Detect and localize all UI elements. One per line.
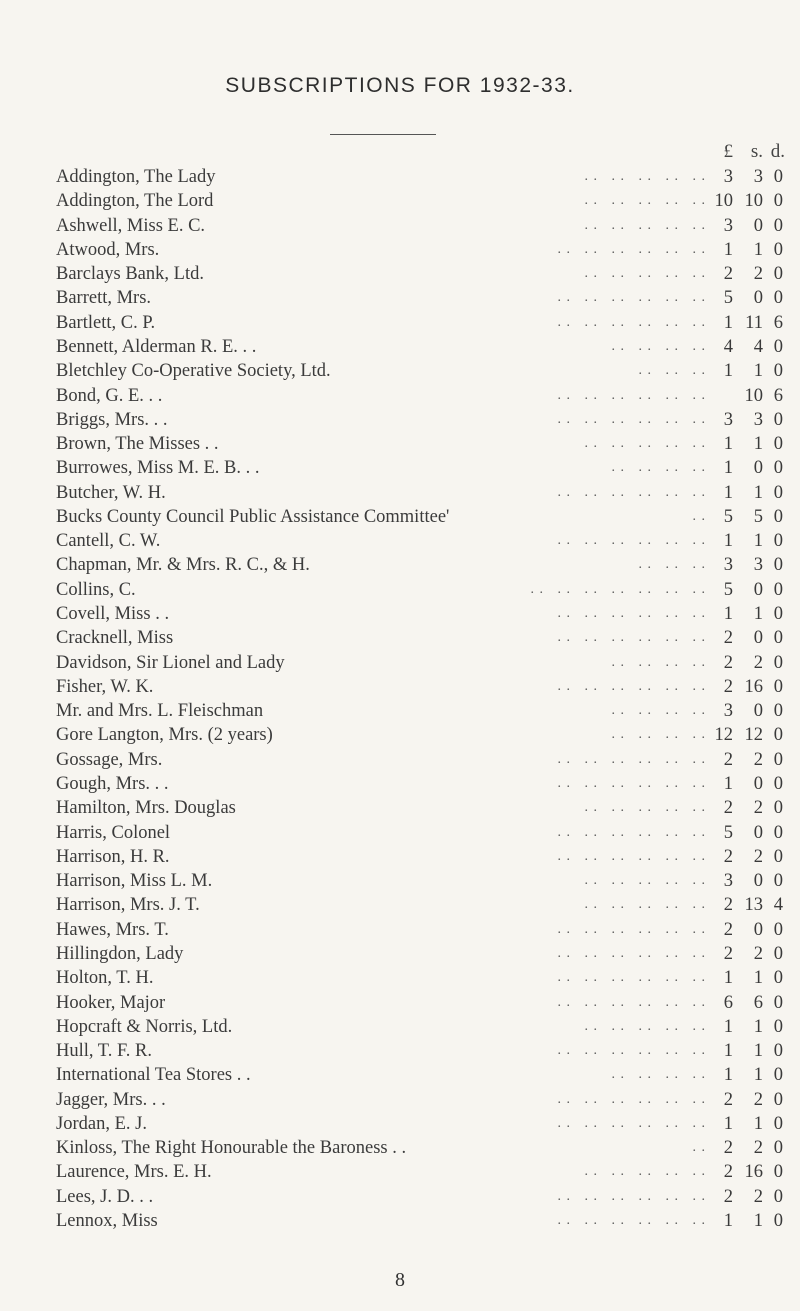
pounds-value: 2 (723, 676, 733, 697)
leader-dots: . . . . . . . . . . . . . . (530, 581, 706, 597)
leader-dots: . . . . . . . . (611, 338, 706, 354)
pounds-value: 1 (723, 312, 733, 333)
shillings-value: 0 (753, 215, 763, 236)
pence-value: 0 (773, 822, 783, 843)
shillings-value: 13 (744, 895, 763, 916)
subscriber-name: Bucks County Council Public Assistance Committee' (56, 506, 450, 527)
leader-dots: . . . . . . . . (611, 1067, 706, 1083)
table-row (0, 1185, 800, 1209)
subscriber-name: Fisher, W. K. (56, 676, 154, 697)
pounds-value: 1 (723, 434, 733, 455)
shillings-value: 10 (744, 191, 763, 212)
leader-dots: . . . . . . . . . . . . (557, 387, 706, 403)
leader-dots: . . . . . . . . . . . . (557, 994, 706, 1010)
shillings-value: 3 (753, 409, 763, 430)
shillings-value: 2 (753, 264, 763, 285)
shillings-value: 2 (753, 1089, 763, 1110)
pence-value: 0 (773, 774, 783, 794)
shillings-value: 10 (744, 385, 763, 406)
pence-value: 0 (773, 1186, 783, 1207)
pence-column-header: d. (770, 141, 785, 162)
pence-value: 0 (773, 701, 783, 722)
table-row (0, 1088, 800, 1112)
shillings-value: 1 (753, 1016, 763, 1037)
subscriber-name: Barclays Bank, Ltd. (56, 264, 204, 285)
subscriber-name: Gossage, Mrs. (56, 749, 163, 770)
table-row (0, 432, 800, 456)
page-number: 8 (395, 1269, 405, 1291)
table-row (0, 796, 800, 820)
table-row (0, 699, 800, 723)
table-row (0, 748, 800, 772)
subscriber-name: Hooker, Major (56, 992, 166, 1013)
subscriber-name: Atwood, Mrs. (56, 239, 160, 260)
leader-dots: . . . . . . . . . . . . (557, 776, 706, 791)
pounds-value: 12 (714, 725, 733, 746)
pounds-value: 1 (723, 1016, 733, 1037)
pounds-value: 3 (723, 871, 733, 892)
table-row (0, 408, 800, 432)
subscriber-name: Lennox, Miss (56, 1211, 158, 1232)
leader-dots: . . . . . . . . . . . . (557, 945, 706, 961)
pence-value: 0 (773, 604, 783, 625)
leader-dots: . . . . . . . . (611, 460, 706, 476)
pounds-value: 2 (723, 628, 733, 649)
leader-dots: . . . . . . . . . . (584, 193, 706, 209)
pence-value: 0 (773, 943, 783, 964)
leader-dots: . . . . . . . . . . . . (557, 970, 706, 986)
table-row (0, 1112, 800, 1136)
pounds-value: 1 (723, 604, 733, 625)
table-row (0, 1209, 800, 1233)
table-row (0, 214, 800, 238)
subscriber-name: Burrowes, Miss M. E. B. . . (56, 458, 260, 479)
shillings-value: 5 (753, 506, 763, 527)
table-row (0, 942, 800, 966)
subscriber-name: Gough, Mrs. . . (56, 774, 169, 794)
shillings-value: 16 (744, 676, 763, 697)
table-row (0, 1015, 800, 1039)
shillings-value: 0 (753, 579, 763, 600)
subscriber-name: Cantell, C. W. (56, 531, 161, 552)
subscriber-name: Cracknell, Miss (56, 628, 174, 649)
leader-dots: . . . . . . . . . . (584, 217, 706, 233)
subscriber-name: Bartlett, C. P. (56, 312, 156, 333)
leader-dots: . . . . . . . . . . . . (557, 1188, 706, 1204)
shillings-value: 0 (753, 701, 763, 722)
leader-dots: . . . . . . (638, 557, 706, 573)
pence-value: 0 (773, 652, 783, 673)
table-row (0, 529, 800, 553)
pence-value: 0 (773, 1089, 783, 1110)
pounds-value: 1 (723, 774, 733, 794)
shillings-value: 1 (753, 531, 763, 552)
shillings-value: 1 (753, 1113, 763, 1134)
shillings-value: 2 (753, 749, 763, 770)
pounds-value: 2 (723, 798, 733, 819)
pounds-value: 5 (723, 822, 733, 843)
pence-value: 0 (773, 167, 783, 187)
pence-value: 0 (773, 191, 783, 212)
shillings-value: 2 (753, 1186, 763, 1207)
title-divider (330, 134, 436, 135)
shillings-column-header: s. (750, 141, 763, 162)
table-row (0, 845, 800, 869)
subscriber-name: Barrett, Mrs. (56, 288, 152, 309)
pounds-value: 10 (714, 191, 733, 212)
pounds-value: 2 (723, 919, 733, 940)
shillings-value: 12 (744, 725, 763, 746)
subscriber-name: Laurence, Mrs. E. H. (56, 1162, 212, 1183)
pence-value: 0 (773, 482, 783, 503)
table-row (0, 723, 800, 747)
pence-value: 0 (773, 1138, 783, 1159)
shillings-value: 0 (753, 919, 763, 940)
pence-value: 0 (773, 919, 783, 940)
pounds-value: 2 (723, 846, 733, 867)
pence-value: 0 (773, 264, 783, 285)
subscriber-name: Mr. and Mrs. L. Fleischman (56, 701, 264, 722)
pounds-value: 2 (723, 1089, 733, 1110)
shillings-value: 1 (753, 968, 763, 989)
shillings-value: 16 (744, 1162, 763, 1183)
subscriber-name: Hamilton, Mrs. Douglas (56, 798, 236, 819)
subscriber-name: Davidson, Sir Lionel and Lady (56, 652, 285, 673)
pounds-value: 2 (723, 895, 733, 916)
shillings-value: 1 (753, 1041, 763, 1062)
pounds-value: 1 (723, 458, 733, 479)
table-row (0, 675, 800, 699)
shillings-value: 2 (753, 846, 763, 867)
pounds-value: 3 (723, 701, 733, 722)
leader-dots: . . . . . . . . (611, 703, 706, 719)
leader-dots: . . . . . . . . . . . . (557, 533, 706, 549)
table-row (0, 1039, 800, 1063)
subscriber-name: Harrison, Mrs. J. T. (56, 895, 200, 916)
subscriber-name: Ashwell, Miss E. C. (56, 215, 206, 236)
pence-value: 0 (773, 676, 783, 697)
pence-value: 0 (773, 361, 783, 382)
shillings-value: 1 (753, 239, 763, 260)
pounds-value: 3 (723, 409, 733, 430)
pence-value: 0 (773, 968, 783, 989)
subscriber-name: Harrison, Miss L. M. (56, 871, 213, 892)
table-row (0, 335, 800, 359)
shillings-value: 0 (753, 822, 763, 843)
leader-dots: . . . . . . . . . . . . (557, 606, 706, 622)
leader-dots: . . . . . . . . . . . . (557, 241, 706, 257)
table-row (0, 651, 800, 675)
leader-dots: . . . . . . . . . . (584, 800, 706, 816)
table-row (0, 991, 800, 1015)
pence-value: 0 (773, 579, 783, 600)
leader-dots: . . . . . . . . . . . . (557, 1091, 706, 1107)
leader-dots: . . (692, 1140, 706, 1156)
pence-value: 0 (773, 1113, 783, 1134)
table-row (0, 189, 800, 213)
subscriber-name: Butcher, W. H. (56, 482, 166, 503)
leader-dots: . . (692, 508, 706, 524)
pence-value: 6 (773, 385, 783, 406)
subscriber-name: Jagger, Mrs. . . (56, 1089, 166, 1110)
shillings-value: 1 (753, 482, 763, 503)
table-row (0, 578, 800, 602)
pence-value: 0 (773, 1162, 783, 1183)
pounds-value: 1 (723, 361, 733, 382)
pence-value: 0 (773, 1016, 783, 1037)
pence-value: 0 (773, 458, 783, 479)
pounds-value: 2 (723, 943, 733, 964)
subscriber-name: Hawes, Mrs. T. (56, 919, 169, 940)
subscriber-name: Jordan, E. J. (56, 1113, 147, 1134)
pence-value: 0 (773, 1041, 783, 1062)
table-row (0, 918, 800, 942)
shillings-value: 1 (753, 434, 763, 455)
pounds-value: 5 (723, 288, 733, 309)
pounds-value: 1 (723, 1113, 733, 1134)
shillings-value: 11 (745, 312, 763, 333)
pounds-value: 1 (723, 239, 733, 260)
leader-dots: . . . . . . (638, 363, 706, 379)
subscriber-name: Bond, G. E. . . (56, 385, 163, 406)
pounds-value: 2 (723, 1186, 733, 1207)
table-row (0, 626, 800, 650)
subscriber-name: Hillingdon, Lady (56, 943, 184, 964)
shillings-value: 0 (753, 628, 763, 649)
pounds-value: 1 (723, 1041, 733, 1062)
leader-dots: . . . . . . . . . . . . (557, 484, 706, 500)
table-row (0, 602, 800, 626)
table-row (0, 456, 800, 480)
subscriber-name: Bennett, Alderman R. E. . . (56, 336, 257, 357)
pounds-value: 4 (723, 336, 733, 357)
shillings-value: 0 (753, 774, 763, 794)
shillings-value: 3 (753, 555, 763, 576)
pounds-value: 1 (723, 1065, 733, 1086)
pounds-value: 2 (723, 1138, 733, 1159)
subscriber-name: Holton, T. H. (56, 968, 154, 989)
table-row (0, 165, 800, 189)
subscriber-name: Harrison, H. R. (56, 846, 170, 867)
shillings-value: 1 (753, 361, 763, 382)
shillings-value: 0 (753, 288, 763, 309)
table-row (0, 238, 800, 262)
pounds-value: 3 (723, 215, 733, 236)
pence-value: 0 (773, 749, 783, 770)
table-row (0, 311, 800, 335)
shillings-value: 1 (753, 1211, 763, 1232)
pence-value: 4 (773, 895, 783, 916)
leader-dots: . . . . . . . . . . . . (557, 630, 706, 646)
pence-value: 0 (773, 846, 783, 867)
leader-dots: . . . . . . . . . . . . (557, 678, 706, 694)
pence-value: 0 (773, 336, 783, 357)
shillings-value: 2 (753, 652, 763, 673)
pounds-value: 2 (723, 1162, 733, 1183)
pounds-value: 2 (723, 652, 733, 673)
table-row (0, 1160, 800, 1184)
subscriber-name: Briggs, Mrs. . . (56, 409, 168, 430)
pence-value: 0 (773, 215, 783, 236)
pounds-value: 3 (723, 167, 733, 187)
shillings-value: 1 (753, 1065, 763, 1086)
table-row (0, 286, 800, 310)
pence-value: 0 (773, 434, 783, 455)
subscriber-name: Addington, The Lord (56, 191, 214, 212)
pence-value: 0 (773, 288, 783, 309)
pence-value: 0 (773, 1211, 783, 1232)
pence-value: 0 (773, 555, 783, 576)
leader-dots: . . . . . . . . . . . . (557, 751, 706, 767)
pounds-value: 1 (723, 482, 733, 503)
shillings-value: 4 (753, 336, 763, 357)
leader-dots: . . . . . . . . . . . . (557, 1043, 706, 1059)
subscriber-name: Kinloss, The Right Honourable the Baroness . . (56, 1138, 407, 1159)
pounds-value: 2 (723, 264, 733, 285)
pence-value: 0 (773, 628, 783, 649)
leader-dots: . . . . . . . . . . (584, 169, 706, 184)
subscriber-name: Addington, The Lady (56, 167, 216, 187)
pence-value: 0 (773, 531, 783, 552)
pounds-value: 5 (723, 506, 733, 527)
subscriber-name: Hull, T. F. R. (56, 1041, 153, 1062)
leader-dots: . . . . . . . . . . . . (557, 1213, 706, 1229)
table-row (0, 553, 800, 577)
pounds-value: 2 (723, 749, 733, 770)
leader-dots: . . . . . . . . . . (584, 436, 706, 452)
table-row (0, 966, 800, 990)
subscriber-name: Collins, C. (56, 579, 136, 600)
table-row (0, 1136, 800, 1160)
shillings-value: 1 (753, 604, 763, 625)
subscriber-name: Chapman, Mr. & Mrs. R. C., & H. (56, 555, 310, 576)
subscriber-name: Bletchley Co-Operative Society, Ltd. (56, 361, 331, 382)
subscriber-name: Harris, Colonel (56, 822, 171, 843)
subscriber-name: Hopcraft & Norris, Ltd. (56, 1016, 233, 1037)
pounds-value: 3 (723, 555, 733, 576)
pence-value: 0 (773, 409, 783, 430)
pence-value: 0 (773, 1065, 783, 1086)
subscriber-name: Gore Langton, Mrs. (2 years) (56, 725, 273, 746)
leader-dots: . . . . . . . . . . . . (557, 921, 706, 937)
leader-dots: . . . . . . . . . . . . (557, 411, 706, 427)
pounds-value: 1 (723, 531, 733, 552)
table-row (0, 481, 800, 505)
leader-dots: . . . . . . . . . . . . (557, 1115, 706, 1131)
pounds-value: 1 (723, 968, 733, 989)
leader-dots: . . . . . . . . . . (584, 873, 706, 889)
leader-dots: . . . . . . . . (611, 654, 706, 670)
leader-dots: . . . . . . . . (611, 727, 706, 743)
pence-value: 0 (773, 798, 783, 819)
pounds-value: 1 (723, 1211, 733, 1232)
subscriber-name: Lees, J. D. . . (56, 1186, 154, 1207)
table-row (0, 821, 800, 845)
pence-value: 6 (773, 312, 783, 333)
table-row (0, 384, 800, 408)
subscriber-name: Brown, The Misses . . (56, 434, 219, 455)
shillings-value: 0 (753, 871, 763, 892)
shillings-value: 0 (753, 458, 763, 479)
pence-value: 0 (773, 239, 783, 260)
subscriber-name: Covell, Miss . . (56, 604, 170, 625)
page-title: SUBSCRIPTIONS FOR 1932-33. (225, 74, 575, 97)
table-row (0, 262, 800, 286)
pounds-column-header: £ (723, 141, 733, 162)
pounds-value: 5 (723, 579, 733, 600)
shillings-value: 2 (753, 1138, 763, 1159)
shillings-value: 2 (753, 798, 763, 819)
pence-value: 0 (773, 992, 783, 1013)
shillings-value: 6 (753, 992, 763, 1013)
leader-dots: . . . . . . . . . . . . (557, 314, 706, 330)
pounds-value: 6 (723, 992, 733, 1013)
table-row (0, 1063, 800, 1087)
pence-value: 0 (773, 725, 783, 746)
table-row (0, 359, 800, 383)
pence-value: 0 (773, 871, 783, 892)
table-row (0, 772, 800, 796)
leader-dots: . . . . . . . . . . . . (557, 848, 706, 864)
table-row (0, 505, 800, 529)
table-row (0, 893, 800, 917)
pence-value: 0 (773, 506, 783, 527)
leader-dots: . . . . . . . . . . (584, 897, 706, 913)
subscriber-name: International Tea Stores . . (56, 1065, 251, 1086)
leader-dots: . . . . . . . . . . (584, 1018, 706, 1034)
leader-dots: . . . . . . . . . . (584, 1164, 706, 1180)
shillings-value: 3 (753, 167, 763, 187)
leader-dots: . . . . . . . . . . (584, 266, 706, 282)
table-row (0, 869, 800, 893)
leader-dots: . . . . . . . . . . . . (557, 824, 706, 840)
leader-dots: . . . . . . . . . . . . (557, 290, 706, 306)
shillings-value: 2 (753, 943, 763, 964)
